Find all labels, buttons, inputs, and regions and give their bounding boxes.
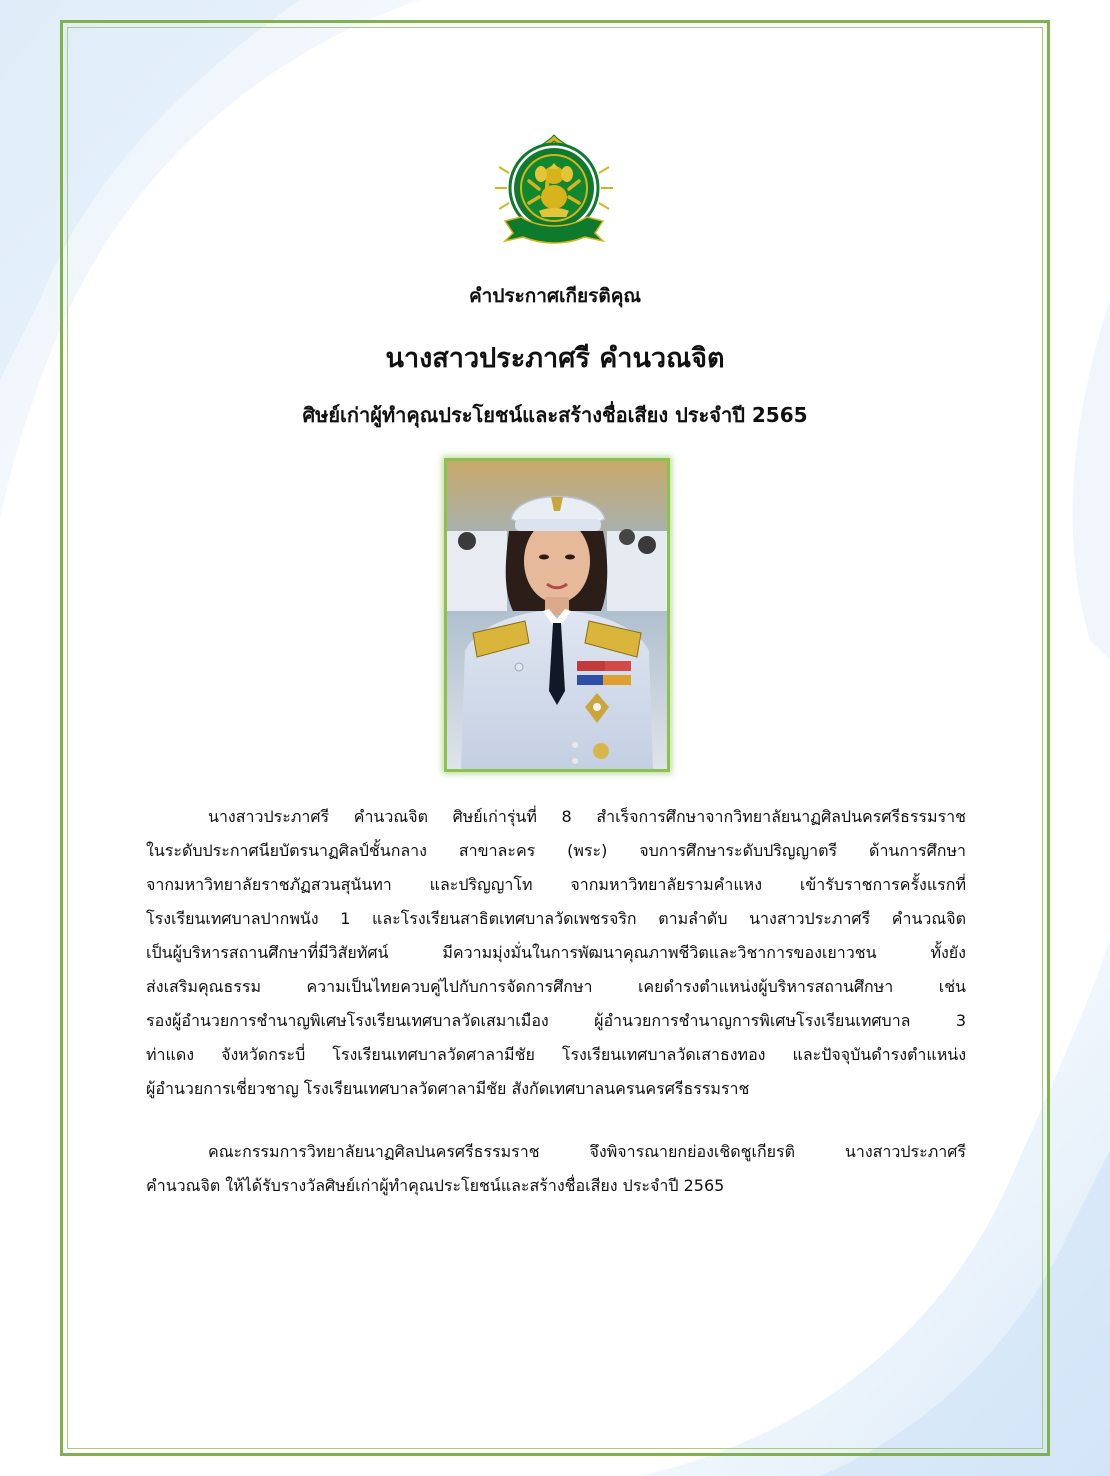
paragraph-line: นางสาวประภาศรี คำนวณจิต ศิษย์เก่ารุ่นที่ 8 สำเร็จการศึกษาจากวิทยาลัยนาฏศิลปนครศรีธรรมราช xyxy=(208,807,966,826)
ganesha-emblem-icon xyxy=(491,133,617,247)
award-title: ศิษย์เก่าผู้ทำคุณประโยชน์และสร้างชื่อเสียง ประจำปี 2565 xyxy=(302,403,808,427)
paragraph-line: ท่าแดง จังหวัดกระบี่ โรงเรียนเทศบาลวัดศาลามีชัย โรงเรียนเทศบาลวัดเสาธงทอง และปัจจุบันดำรงตำแหน่ง xyxy=(146,1045,966,1064)
honoree-name: นางสาวประภาศรี คำนวณจิต xyxy=(385,343,725,374)
paragraph-line: ผู้อำนวยการเชี่ยวชาญ โรงเรียนเทศบาลวัดศาลามีชัย สังกัดเทศบาลนครนครศรีธรรมราช xyxy=(146,1079,750,1098)
biography-paragraph xyxy=(146,800,966,1106)
portrait-photo xyxy=(444,458,670,772)
paragraph-line: รองผู้อำนวยการชำนาญพิเศษโรงเรียนเทศบาลวัดเสมาเมือง ผู้อำนวยการชำนาญการพิเศษโรงเรียนเทศบาล 3 xyxy=(146,1011,966,1030)
paragraph-line: คณะกรรมการวิทยาลัยนาฏศิลปนครศรีธรรมราช จึงพิจารณายกย่องเชิดชูเกียรติ นางสาวประภาศรี xyxy=(208,1142,966,1161)
paragraph-line: โรงเรียนเทศบาลปากพนัง 1 และโรงเรียนสาธิตเทศบาลวัดเพชรจริก ตามลำดับ นางสาวประภาศรี คำนวณจิต xyxy=(146,909,966,928)
paragraph-line: ส่งเสริมคุณธรรม ความเป็นไทยควบคู่ไปกับการจัดการศึกษา เคยดำรงตำแหน่งผู้บริหารสถานศึกษา เช่น xyxy=(146,977,966,996)
paragraph-line: คำนวณจิต ให้ได้รับรางวัลศิษย์เก่าผู้ทำคุณประโยชน์และสร้างชื่อเสียง ประจำปี 2565 xyxy=(146,1176,725,1195)
paragraph-line: จากมหาวิทยาลัยราชภัฏสวนสุนันทา และปริญญาโท จากมหาวิทยาลัยรามคำแหง เข้ารับราชการครั้งแรกที่ xyxy=(146,875,966,894)
portrait-photo-icon xyxy=(447,461,667,769)
paragraph-line: เป็นผู้บริหารสถานศึกษาที่มีวิสัยทัศน์ มีความมุ่งมั่นในการพัฒนาคุณภาพชีวิตและวิชาการของเยาวชน ทั้งยัง xyxy=(146,943,966,962)
commendation-paragraph xyxy=(146,1135,966,1203)
paragraph-line: ในระดับประกาศนียบัตรนาฏศิลป์ชั้นกลาง สาขาละคร (พระ) จบการศึกษาระดับปริญญาตรี ด้านการศึกษา xyxy=(146,841,966,860)
announcement-title: คำประกาศเกียรติคุณ xyxy=(468,285,642,307)
